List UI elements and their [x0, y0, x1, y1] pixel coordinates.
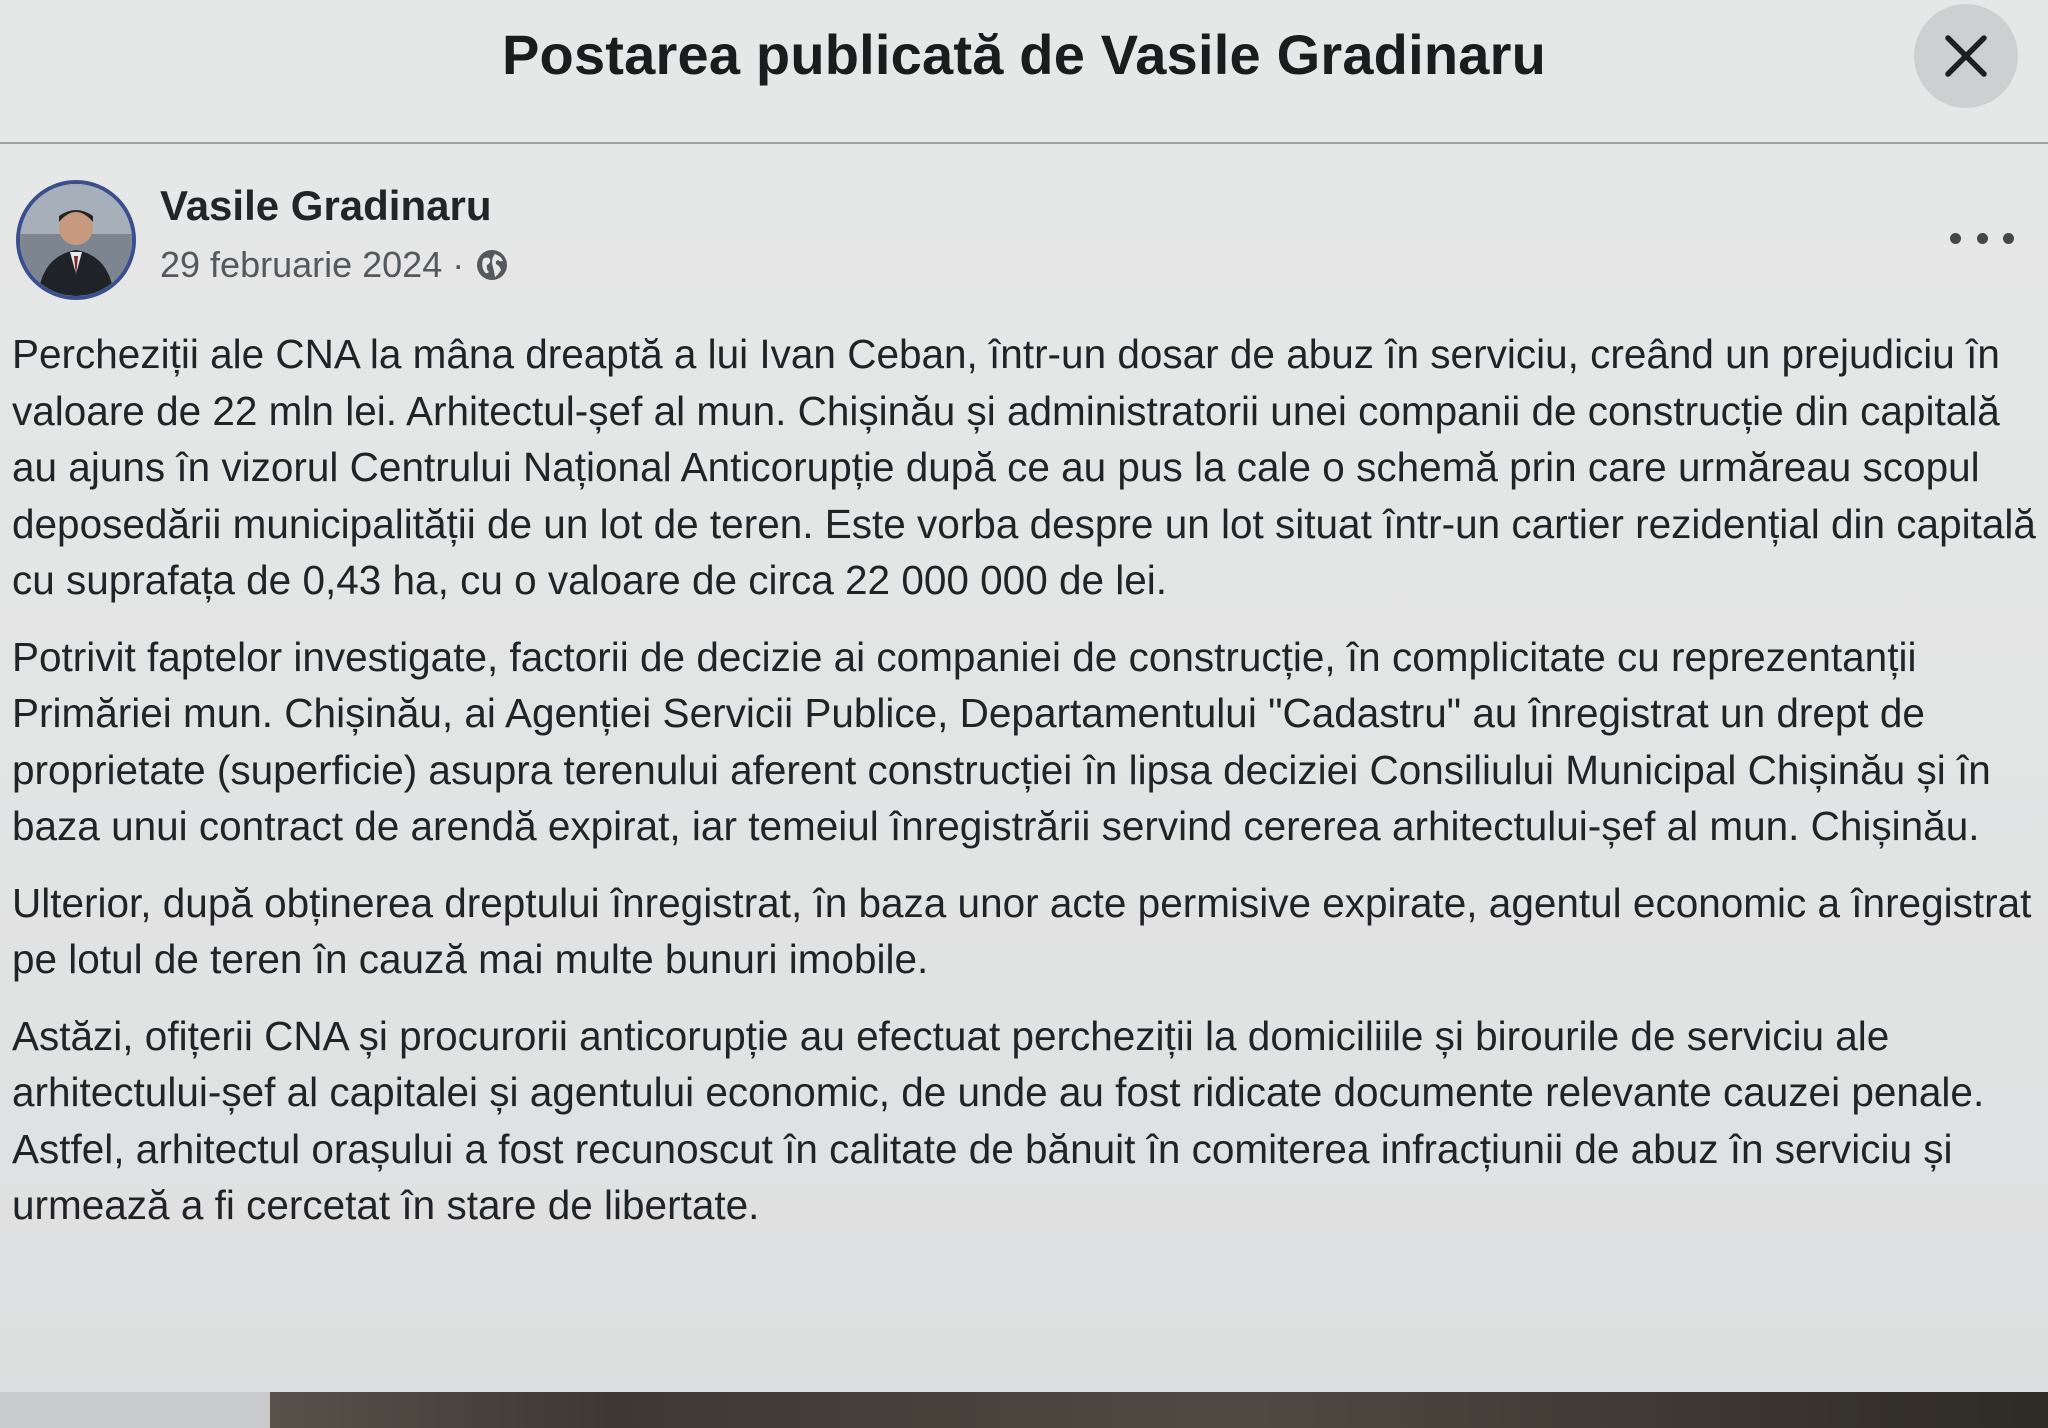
post-date[interactable]: 29 februarie 2024: [160, 244, 443, 285]
post-paragraph: Ulterior, după obținerea dreptului înregistrat, în baza unor acte permisive expirate, agentul economic a înregistrat pe lotul de teren în cauză mai multe bunuri imobile.: [12, 879, 2032, 982]
screen-edge: [0, 1392, 2048, 1428]
dialog-header: [0, 0, 2048, 144]
post-header: [0, 170, 2048, 300]
more-options-icon: [1950, 233, 1961, 244]
close-button[interactable]: [1914, 4, 2018, 108]
dialog-title: Postarea publicată de Vasile Gradinaru: [501, 23, 1546, 86]
meta-separator: ·: [452, 244, 465, 285]
globe-icon: [474, 247, 510, 283]
profile-photo-icon: [20, 184, 132, 296]
post-meta: [160, 244, 510, 286]
close-icon: [1943, 33, 1989, 79]
more-options-dot: [2003, 233, 2014, 244]
post-text: [12, 326, 2042, 1254]
author-name[interactable]: Vasile Gradinaru: [160, 182, 492, 229]
avatar[interactable]: [16, 180, 136, 300]
post-paragraph: Percheziții ale CNA la mâna dreaptă a lui Ivan Ceban, într-un dosar de abuz în serviciu, creând un prejudiciu în valoare de 22 mln lei. Arhitectul-șef al mun. Chișinău și administratorii unei companii de construcție din capitală au ajuns în vizorul Centrului Național Anticorupție după ce au pus la cale o schemă prin care urmăreau scopul deposedării municipalității de un lot de teren. Este vorba despre un lot situat într-un cartier rezidențial din capitală cu suprafața de 0,43 ha, cu o valoare de circa 22 000 000 de lei.: [12, 331, 2036, 603]
screen-edge-left: [0, 1392, 270, 1428]
post-paragraph: Astăzi, ofițerii CNA și procurorii anticorupție au efectuat percheziții la domiciliile și birourile de serviciu ale arhitectului-șef al capitalei și agentului economic, de unde au fost ridicate documente relevante cauzei penale. Astfel, arhitectul orașului a fost recunoscut în calitate de bănuit în comiterea infracțiunii de abuz în serviciu și urmează a fi cercetat în stare de libertate.: [12, 1012, 1985, 1228]
more-options-dot: [1977, 233, 1988, 244]
post-paragraph: Potrivit faptelor investigate, factorii de decizie ai companiei de construcție, în complicitate cu reprezentanții Primăriei mun. Chișinău, ai Agenției Servicii Publice, Departamentului "Cadastru" au înregistrat un drept de proprietate (superficie) asupra terenului aferent construcției în lipsa deciziei Consiliului Municipal Chișinău și în baza unui contract de arendă expirat, iar temeiul înregistrării servind cererea arhitectului-șef al mun. Chișinău.: [12, 633, 1991, 849]
more-options-button[interactable]: [1950, 218, 2014, 258]
